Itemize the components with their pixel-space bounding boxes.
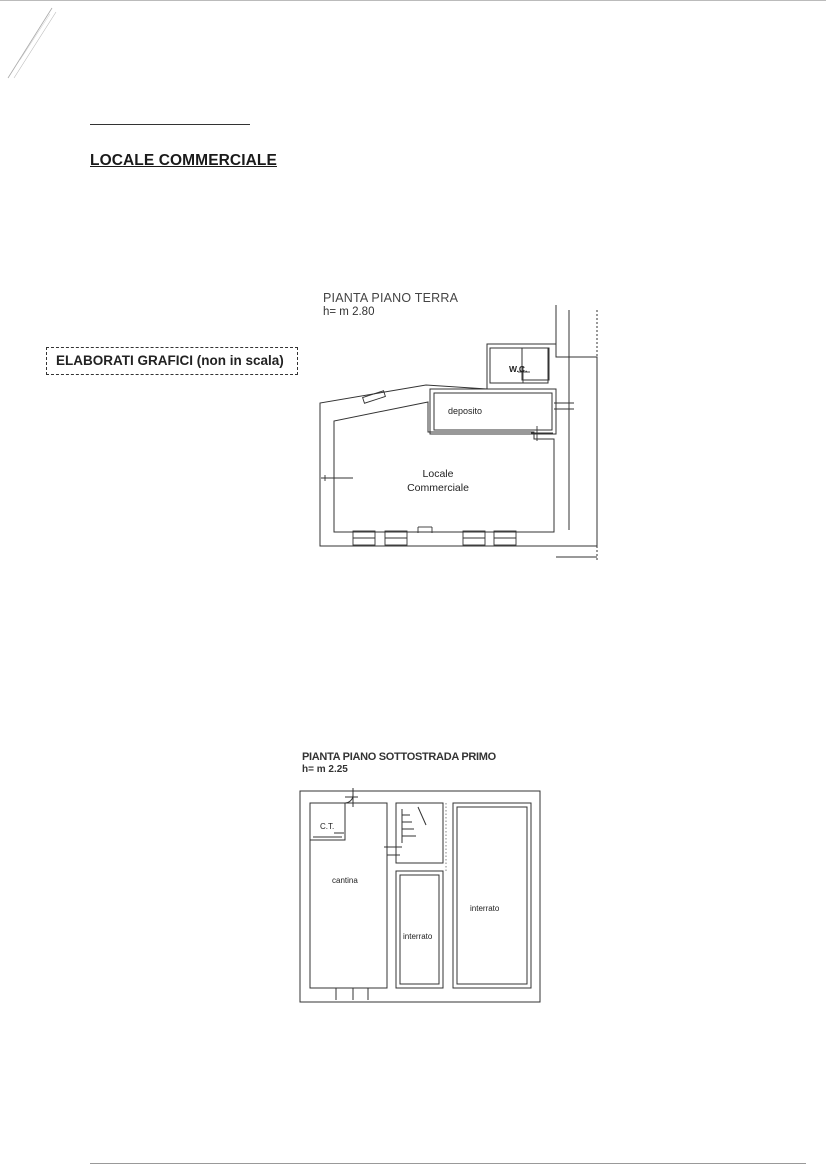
room-label-cantina: cantina: [332, 876, 358, 885]
room-label-wc: W.C.: [509, 364, 528, 374]
ground-floor-title: PIANTA PIANO TERRA: [323, 291, 459, 305]
room-label-interrato-large: interrato: [470, 904, 500, 913]
room-label-locale-line1: Locale: [422, 468, 454, 480]
room-label-interrato-small: interrato: [403, 932, 433, 941]
room-label-deposito: deposito: [448, 406, 483, 416]
ground-floor-plan: [318, 305, 598, 565]
scan-corner-mark: [0, 0, 60, 80]
section-label-box: ELABORATI GRAFICI (non in scala): [46, 347, 298, 375]
basement-title: PIANTA PIANO SOTTOSTRADA PRIMO: [302, 751, 496, 763]
scan-edge-line: [0, 0, 826, 1]
room-label-locale-line2: Commerciale: [407, 482, 469, 494]
ground-floor-height: h= m 2.80: [323, 306, 375, 318]
header-rule: [90, 124, 250, 125]
bottom-scan-edge: [90, 1163, 806, 1164]
basement-plan: [298, 785, 544, 1005]
basement-height: h= m 2.25: [302, 764, 348, 775]
document-title: LOCALE COMMERCIALE: [90, 152, 277, 169]
room-label-locale-commerciale: [400, 467, 476, 495]
room-label-ct: C.T.: [320, 822, 335, 831]
